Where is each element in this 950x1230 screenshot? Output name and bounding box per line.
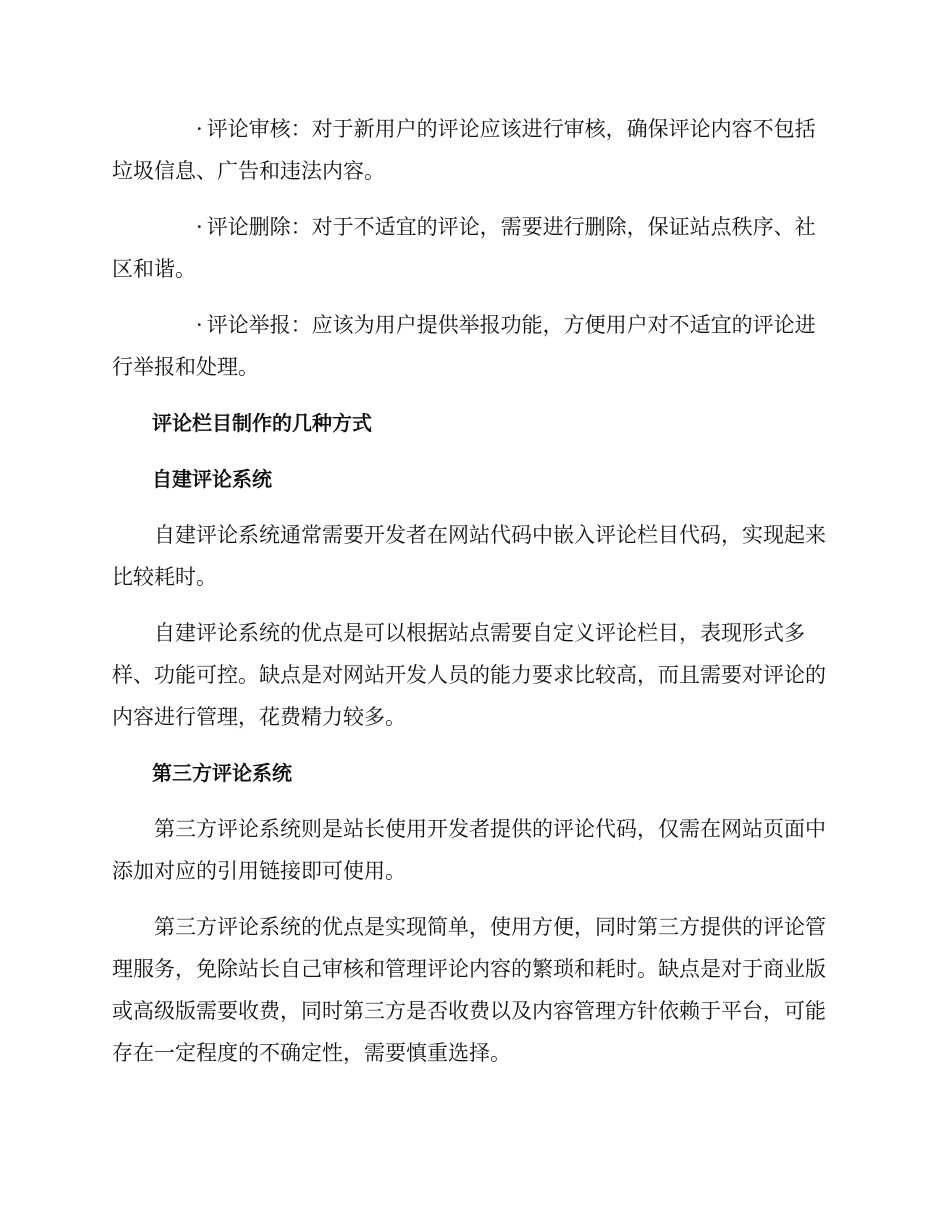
paragraph-third-party-intro: 第三方评论系统则是站长使用开发者提供的评论代码，仅需在网站页面中添加对应的引用链接即可使用。 bbox=[112, 817, 826, 883]
bullet-text: 评论举报：应该为用户提供举报功能，方便用户对不适宜的评论进行举报和处理。 bbox=[112, 313, 816, 379]
paragraph-self-built-intro: 自建评论系统通常需要开发者在网站代码中嵌入评论栏目代码，实现起来比较耗时。 bbox=[112, 523, 826, 589]
bullet-comment-report bbox=[112, 304, 830, 388]
paragraph-third-party-pros-cons: 第三方评论系统的优点是实现简单，使用方便，同时第三方提供的评论管理服务，免除站长自己审核和管理评论内容的繁琐和耗时。缺点是对于商业版或高级版需要收费，同时第三方是否收费以及内容管理方针依赖于平台，可能存在一定程度的不确定性，需要慎重选择。 bbox=[112, 915, 826, 1065]
subheading-third-party: 第三方评论系统 bbox=[152, 761, 292, 785]
bullet-mark: · bbox=[196, 313, 203, 337]
bullet-mark: · bbox=[196, 117, 203, 141]
bullet-text: 评论删除：对于不适宜的评论，需要进行删除，保证站点秩序、社区和谐。 bbox=[112, 215, 816, 281]
bullet-text: 评论审核：对于新用户的评论应该进行审核，确保评论内容不包括垃圾信息、广告和违法内容。 bbox=[112, 117, 816, 183]
bullet-mark: · bbox=[196, 215, 203, 239]
paragraph-self-built-pros-cons: 自建评论系统的优点是可以根据站点需要自定义评论栏目，表现形式多样、功能可控。缺点是对网站开发人员的能力要求比较高，而且需要对评论的内容进行管理，花费精力较多。 bbox=[112, 621, 826, 729]
bullet-comment-delete bbox=[112, 206, 830, 290]
subheading-self-built: 自建评论系统 bbox=[152, 467, 272, 491]
section-heading: 评论栏目制作的几种方式 bbox=[152, 411, 372, 435]
bullet-comment-review bbox=[112, 108, 830, 192]
document-body bbox=[112, 108, 830, 1088]
